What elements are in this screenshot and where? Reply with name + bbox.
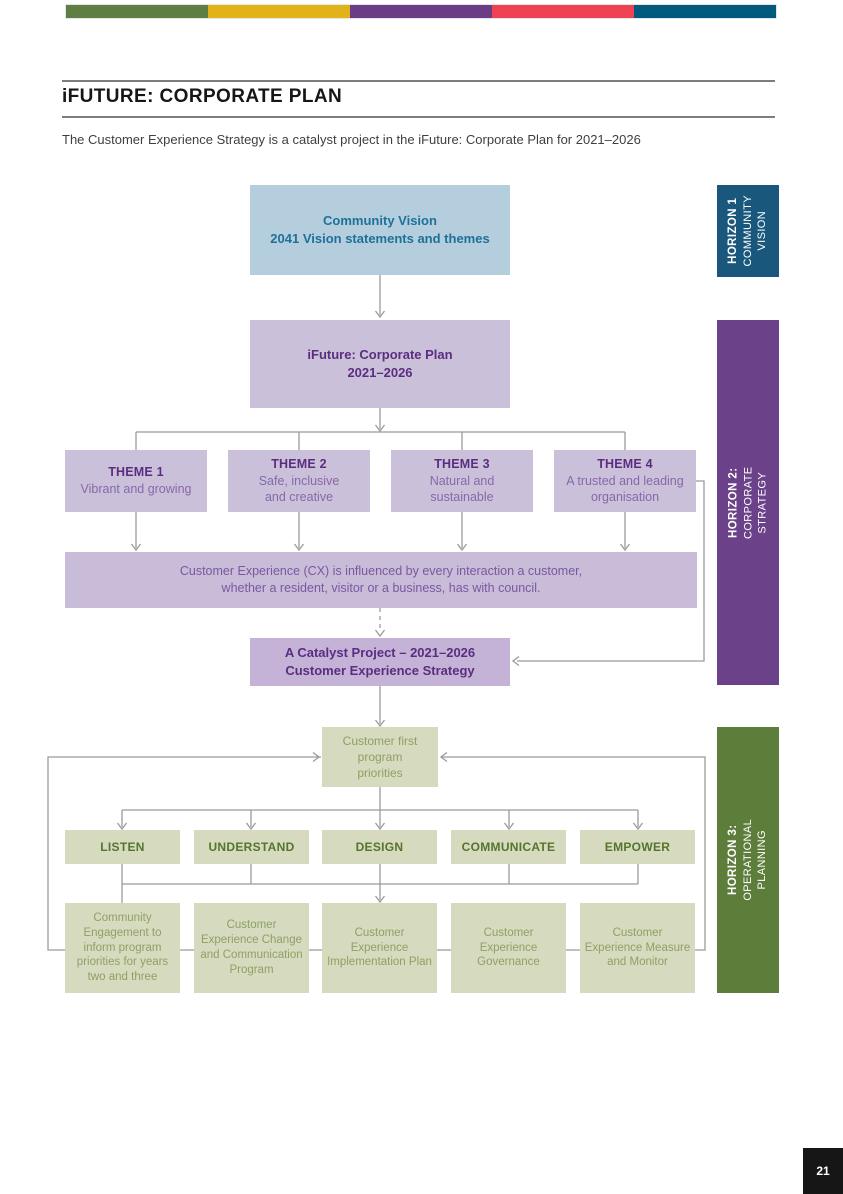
community-vision-box [250,185,510,275]
horizon-3-bar [717,727,779,993]
theme-3-box [391,450,533,512]
program-measure-monitor-box: Customer Experience Measure and Monitor [580,903,695,993]
program-community-engagement-box: Community Engagement to inform program priorities for years two and three [65,903,180,993]
catalyst-line1: A Catalyst Project – 2021–2026 [284,645,476,661]
pillar-design-box: DESIGN [322,830,437,864]
horizon-2-sub1: CORPORATE [742,466,755,539]
horizon-2-title: HORIZON 2: [727,467,740,538]
horizon-1-title: HORIZON 1 [727,197,740,265]
catalyst-project-box [250,638,510,686]
theme-1-desc: Vibrant and growing [80,482,192,496]
community-vision-line1: Community Vision [323,213,437,229]
theme-1-box [65,450,207,512]
theme-2-box [228,450,370,512]
page-number-badge: 21 [803,1148,843,1194]
theme-3-desc: Natural and sustainable [429,473,495,505]
program-priorities-label: Customer first program priorities [342,733,418,781]
cx-statement-line2: whether a resident, visitor or a business, has with council. [221,581,541,595]
horizon-3-title: HORIZON 3: [727,824,740,896]
theme-4-desc: A trusted and leading organisation [566,473,684,505]
pillar-listen-box: LISTEN [65,830,180,864]
catalyst-line2: Customer Experience Strategy [285,663,475,678]
corporate-plan-line1: iFuture: Corporate Plan [307,347,453,363]
arrows-priorities-to-pillars [122,787,638,827]
horizon-2-sub2: STRATEGY [756,471,769,534]
theme-2-title: THEME 2 [271,456,327,471]
horizon-1-sub2: VISION [756,211,769,251]
page-title: iFUTURE: CORPORATE PLAN [62,86,343,107]
arrows-themes-to-cx [136,512,625,548]
pillar-empower-box: EMPOWER [580,830,695,864]
theme-1-title: THEME 1 [108,465,164,480]
pillar-understand-box: UNDERSTAND [194,830,309,864]
program-change-communication-box: Customer Experience Change and Communication Program [194,903,309,993]
theme-3-title: THEME 3 [434,456,490,471]
horizon-3-sub2: PLANNING [756,830,769,890]
program-priorities-box [322,727,438,787]
horizon-1-sub1: COMMUNITY [742,195,755,267]
program-implementation-plan-box: Customer Experience Implementation Plan [322,903,437,993]
corporate-plan-line2: 2021–2026 [347,365,413,380]
horizon-2-bar [717,320,779,685]
community-vision-line2: 2041 Vision statements and themes [270,231,490,246]
horizon-3-sub1: OPERATIONAL [742,819,755,901]
cx-statement-line1: Customer Experience (CX) is influenced by every interaction a customer, [179,564,583,579]
theme-4-box [554,450,696,512]
pillar-communicate-box: COMMUNICATE [451,830,566,864]
horizon-1-bar [717,185,779,277]
theme-4-title: THEME 4 [597,456,653,471]
cx-statement-box [65,552,697,608]
page-subtitle: The Customer Experience Strategy is a catalyst project in the iFuture: Corporate Plan for 2021–2026 [62,132,641,147]
program-governance-box: Customer Experience Governance [451,903,566,993]
corporate-plan-box [250,320,510,408]
theme-2-desc: Safe, inclusive and creative [258,473,340,505]
